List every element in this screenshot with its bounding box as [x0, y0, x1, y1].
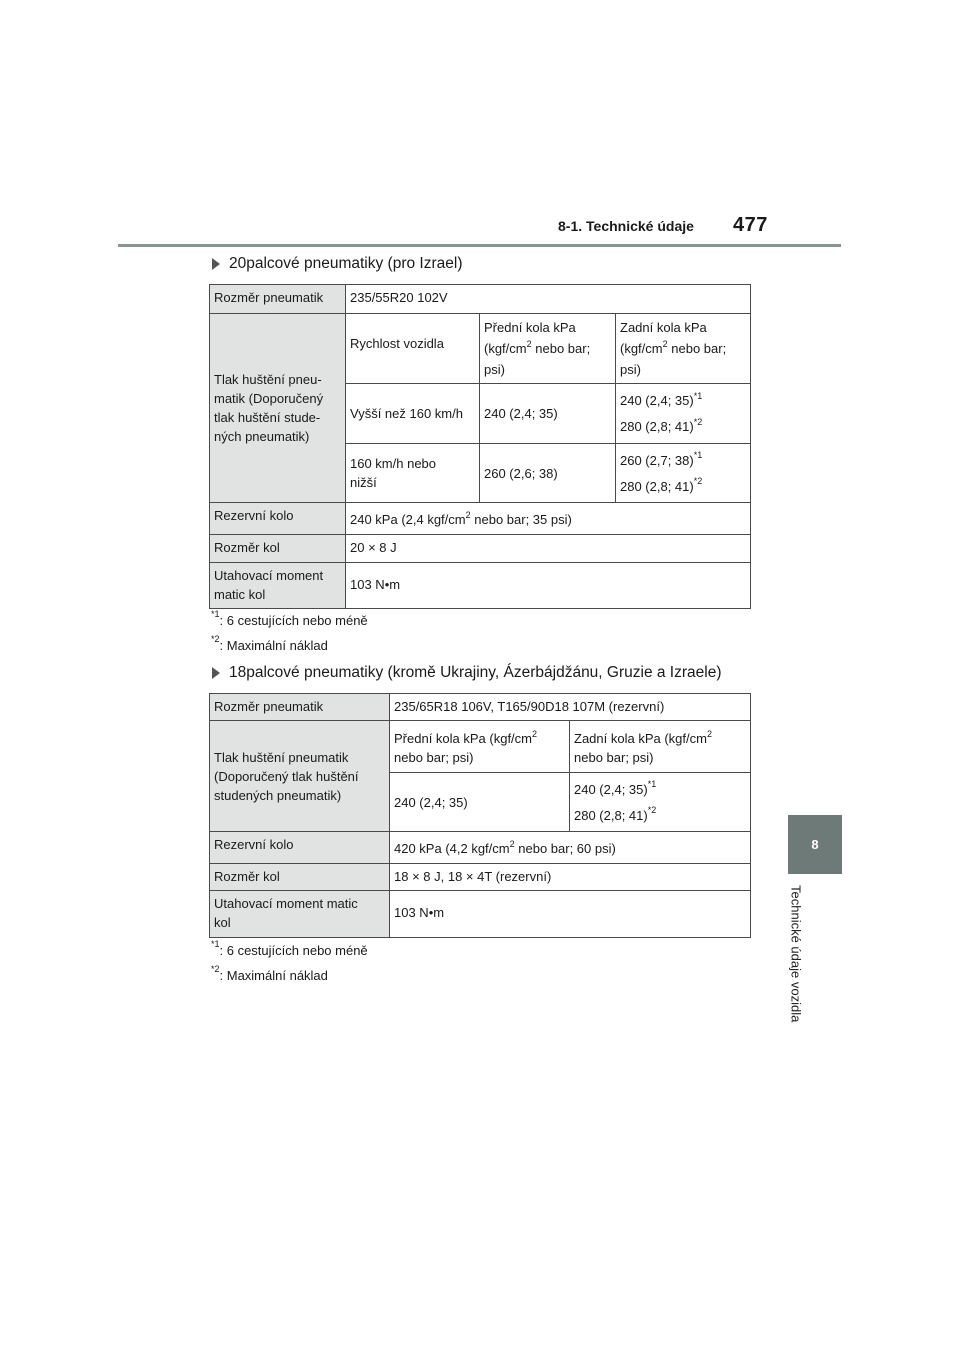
speed-value: 160 km/h nebo nižší	[346, 444, 480, 503]
col-rear-header: Zadní kola kPa ($kgf/cm^2$ nebo bar; psi)	[570, 721, 751, 773]
footnote: $^{*1}$: 6 cestujících nebo méně	[211, 938, 368, 958]
col-rear-header: Zadní kola kPa ($kgf/cm^2$ nebo bar; psi)	[616, 314, 751, 384]
tire-size-label: Rozměr pneumatik	[210, 694, 390, 721]
header-divider	[118, 244, 841, 247]
tire-size-value: 235/55R20 102V	[346, 285, 751, 314]
torque-value: 103 N•m	[390, 891, 751, 938]
table-row	[210, 694, 751, 721]
wheel-size-value: 20 × 8 J	[346, 535, 751, 563]
table-row	[210, 285, 751, 314]
rear-pressure: 240 (2,4; 35)$^{*1}$ 280 (2,8; 41)$^{*2}$	[570, 773, 751, 832]
spare-value: 240 kPa (2,4 kgf/$cm^2$ nebo bar; 35 psi)	[346, 503, 751, 535]
wheel-size-label: Rozměr kol	[210, 535, 346, 563]
chapter-tab[interactable]	[788, 815, 842, 874]
col-front-header: Přední kola kPa ($kgf/cm^2$ nebo bar; psi)	[480, 314, 616, 384]
rear-pressure: 260 (2,7; 38)$^{*1}$ 280 (2,8; 41)$^{*2}$	[616, 444, 751, 503]
section-header: 8-1. Technické údaje	[558, 218, 694, 234]
chapter-number: 8	[811, 837, 819, 852]
table-row	[210, 563, 751, 609]
torque-label: Utahovací moment matic kol	[210, 563, 346, 609]
triangle-bullet-icon	[212, 258, 220, 270]
tire-size-value: 235/65R18 106V, T165/90D18 107M (rezervní)	[390, 694, 751, 721]
table-row	[210, 864, 751, 891]
col-front-header: Přední kola kPa ($kgf/cm^2$ nebo bar; psi)	[390, 721, 570, 773]
table-row	[210, 891, 751, 938]
spare-value: 420 kPa (4,2 kgf/$cm^2$ nebo bar; 60 psi)	[390, 832, 751, 864]
spare-label: Rezervní kolo	[210, 503, 346, 535]
section2-title-text: 18palcové pneumatiky (kromě Ukrajiny, Ázerbájdžánu, Gruzie a Izraele)	[229, 664, 722, 681]
front-pressure: 260 (2,6; 38)	[480, 444, 616, 503]
wheel-size-value: 18 × 8 J, 18 × 4T (rezervní)	[390, 864, 751, 891]
footnote: $^{*1}$: 6 cestujících nebo méně	[211, 608, 368, 628]
footnote: $^{*2}$: Maximální náklad	[211, 633, 328, 653]
pressure-label: Tlak huštění pneumatik (Doporučený tlak huštění studených pneumatik)	[210, 721, 390, 832]
front-pressure: 240 (2,4; 35)	[390, 773, 570, 832]
tire-size-label: Rozměr pneumatik	[210, 285, 346, 314]
tire-table-20in	[209, 284, 751, 609]
pressure-label: Tlak huštění pneu- matik (Doporučený tlak huštění stude- ných pneumatik)	[210, 314, 346, 503]
front-pressure: 240 (2,4; 35)	[480, 384, 616, 444]
table-row	[210, 503, 751, 535]
section1-title	[212, 255, 462, 273]
torque-value: 103 N•m	[346, 563, 751, 609]
chapter-title-text: Technické údaje vozidla	[788, 885, 804, 1023]
speed-value: Vyšší než 160 km/h	[346, 384, 480, 444]
page-number: 477	[733, 214, 768, 236]
tire-table-18in	[209, 693, 751, 938]
col-speed-header: Rychlost vozidla	[346, 314, 480, 384]
wheel-size-label: Rozměr kol	[210, 864, 390, 891]
spare-label: Rezervní kolo	[210, 832, 390, 864]
section2-title	[212, 664, 722, 682]
table-row	[210, 535, 751, 563]
footnote: $^{*2}$: Maximální náklad	[211, 963, 328, 983]
torque-label: Utahovací moment matic kol	[210, 891, 390, 938]
chapter-side-title	[786, 885, 806, 1055]
section1-title-text: 20palcové pneumatiky (pro Izrael)	[229, 255, 463, 272]
rear-pressure: 240 (2,4; 35)$^{*1}$ 280 (2,8; 41)$^{*2}$	[616, 384, 751, 444]
triangle-bullet-icon	[212, 667, 220, 679]
table-row	[210, 314, 751, 384]
table-row	[210, 832, 751, 864]
table-row	[210, 721, 751, 773]
